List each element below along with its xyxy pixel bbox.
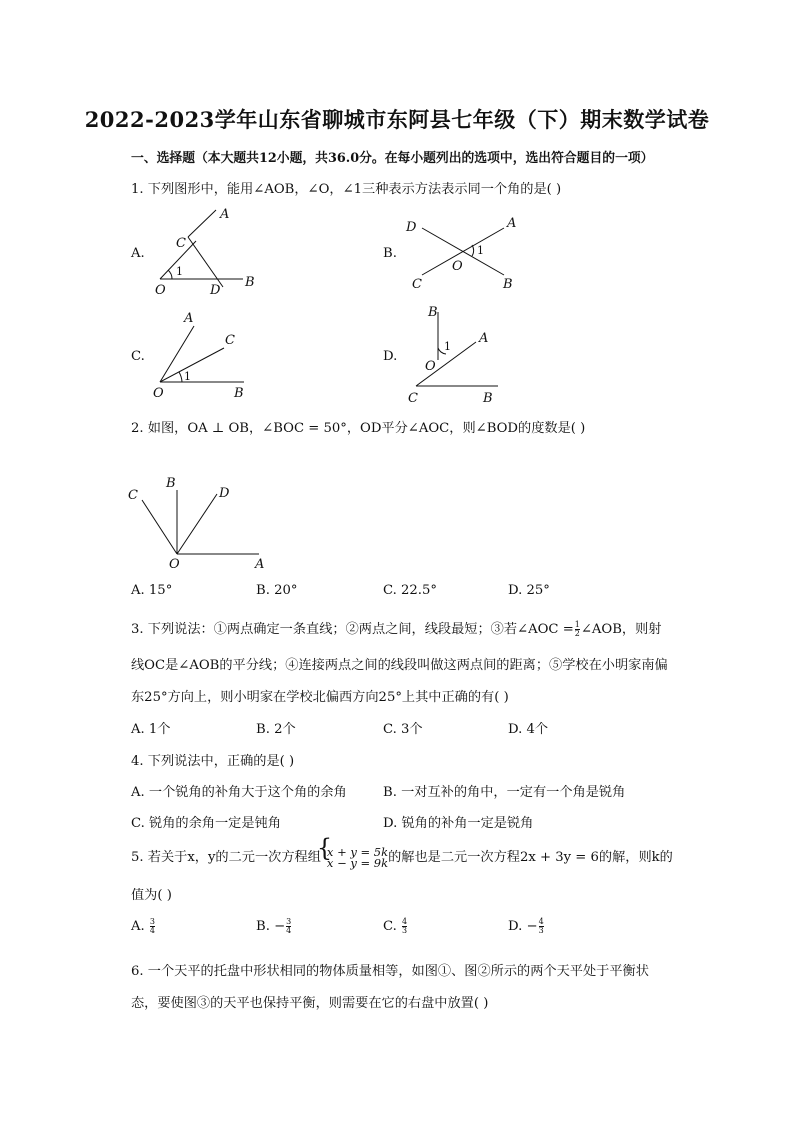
q1c-label-1: 1 bbox=[184, 370, 191, 383]
section-heading: 一、选择题（本大题共12小题，共36.0分。在每小题列出的选项中，选出符合题目的一项） bbox=[131, 151, 654, 166]
q5a-fraction bbox=[150, 918, 155, 935]
q1a-label-d: D bbox=[210, 283, 221, 298]
q3-fraction bbox=[575, 621, 580, 638]
q5c-label: C. bbox=[383, 919, 397, 934]
q3-fraction-den: 2 bbox=[574, 629, 580, 638]
q5b-num: 3 bbox=[286, 917, 292, 926]
q1-figure-b bbox=[400, 210, 525, 295]
q6-line2: 态，要使图③的天平也保持平衡，则需要在它的右盘中放置( ) bbox=[131, 996, 489, 1011]
q1-figure-d bbox=[400, 300, 510, 410]
q1b-label-c: C bbox=[412, 277, 422, 292]
q2-option-b: B. 20° bbox=[256, 583, 298, 598]
q3-option-b: B. 2个 bbox=[256, 722, 296, 737]
q3-fraction-num: 1 bbox=[574, 620, 580, 629]
q5b-label: B. bbox=[256, 919, 270, 934]
q5b-sign: − bbox=[274, 919, 286, 934]
q1c-label-b: B bbox=[234, 386, 244, 401]
q1d-label-b: B bbox=[428, 305, 438, 320]
q2-label-d: D bbox=[219, 486, 230, 501]
q1a-label-b: B bbox=[245, 275, 255, 290]
q5d-num: 4 bbox=[538, 917, 544, 926]
q2-label-c: C bbox=[128, 488, 138, 503]
q3-line3: 东25°方向上，则小明家在学校北偏西方向25°上其中正确的有( ) bbox=[131, 690, 509, 705]
q5d-label: D. bbox=[508, 919, 523, 934]
q5-eq2: x − y = 9k bbox=[326, 855, 389, 870]
q5-pre: 5. 若关于x，y的二元一次方程组 bbox=[131, 850, 321, 865]
q5-line1 bbox=[131, 846, 673, 869]
q1a-label-c: C bbox=[176, 236, 186, 251]
q1a-label-o: O bbox=[155, 283, 166, 298]
q3-option-a: A. 1个 bbox=[131, 722, 171, 737]
q5a-den: 4 bbox=[149, 926, 156, 935]
q1b-label-d: D bbox=[406, 220, 417, 235]
q5-eq1: { x + y = 5k bbox=[326, 844, 389, 859]
q1-figure-c bbox=[148, 308, 258, 403]
q5d-sign: − bbox=[526, 919, 538, 934]
q3-line1-start: 3. 下列说法：①两点确定一条直线；②两点之间，线段最短；③若∠AOC = bbox=[131, 622, 574, 637]
q1d-label-b2: B bbox=[483, 391, 493, 406]
q6-line1: 6. 一个天平的托盘中形状相同的物体质量相等，如图①、图②所示的两个天平处于平衡状 bbox=[131, 964, 649, 979]
q5-equation-system bbox=[321, 844, 389, 870]
q4-stem: 4. 下列说法中，正确的是( ) bbox=[131, 754, 295, 769]
q3-line2: 线OC是∠AOB的平分线；④连接两点之间的线段叫做这两点间的距离；⑤学校在小明家南偏 bbox=[131, 658, 668, 673]
q5-line2: 值为( ) bbox=[131, 888, 172, 903]
q5-option-c bbox=[383, 918, 408, 935]
q1-option-d: D. bbox=[383, 349, 398, 364]
q3-option-d: D. 4个 bbox=[508, 722, 549, 737]
q3-line1 bbox=[131, 618, 661, 638]
q1b-label-1: 1 bbox=[477, 244, 484, 257]
q5c-fraction bbox=[402, 918, 407, 935]
q3-option-c: C. 3个 bbox=[383, 722, 423, 737]
exam-title: 2022-2023学年山东省聊城市东阿县七年级（下）期末数学试卷 bbox=[84, 107, 710, 132]
q1c-label-c: C bbox=[225, 333, 235, 348]
q1d-label-c: C bbox=[408, 391, 418, 406]
q2-option-a: A. 15° bbox=[131, 583, 173, 598]
q4-option-d: D. 锐角的补角一定是锐角 bbox=[383, 816, 534, 831]
q1c-label-a: A bbox=[184, 311, 194, 326]
q4-option-c: C. 锐角的余角一定是钝角 bbox=[131, 816, 281, 831]
q1b-label-o: O bbox=[452, 259, 463, 274]
q5d-fraction bbox=[539, 918, 544, 935]
q5a-label: A. bbox=[131, 919, 145, 934]
q5b-fraction bbox=[286, 918, 291, 935]
q1d-label-o: O bbox=[425, 359, 436, 374]
q1a-label-a: A bbox=[220, 207, 230, 222]
q4-option-a: A. 一个锐角的补角大于这个角的余角 bbox=[131, 785, 347, 800]
q1-stem: 1. 下列图形中，能用∠AOB，∠O，∠1三种表示方法表示同一个角的是( ) bbox=[131, 182, 562, 197]
q5c-den: 3 bbox=[402, 926, 408, 935]
q2-option-d: D. 25° bbox=[508, 583, 550, 598]
q2-label-o: O bbox=[169, 557, 180, 572]
q2-stem: 2. 如图，OA ⊥ OB，∠BOC = 50°，OD平分∠AOC，则∠BOD的度数是( ) bbox=[131, 421, 586, 436]
q1-option-c: C. bbox=[131, 349, 145, 364]
q1-figure-a bbox=[148, 205, 268, 300]
q1a-label-1: 1 bbox=[176, 265, 183, 278]
q5d-den: 3 bbox=[538, 926, 544, 935]
q5b-den: 4 bbox=[286, 926, 292, 935]
q1-option-a: A. bbox=[131, 246, 145, 261]
q1b-label-b: B bbox=[503, 277, 513, 292]
q2-label-a: A bbox=[255, 557, 265, 572]
q1d-label-a: A bbox=[479, 331, 489, 346]
q5-option-d bbox=[508, 918, 545, 935]
q1b-label-a: A bbox=[507, 216, 517, 231]
q3-line1-end: ∠AOB，则射 bbox=[580, 622, 662, 637]
q5-option-a bbox=[131, 918, 156, 935]
q1d-label-1: 1 bbox=[444, 340, 451, 353]
q5-option-b bbox=[256, 918, 292, 935]
q2-label-b: B bbox=[166, 476, 176, 491]
q2-option-c: C. 22.5° bbox=[383, 583, 437, 598]
q5-post: 的解也是二元一次方程2x + 3y = 6的解，则k的 bbox=[388, 850, 673, 865]
q2-figure bbox=[125, 472, 270, 572]
q5c-num: 4 bbox=[402, 917, 408, 926]
q4-option-b: B. 一对互补的角中，一定有一个角是锐角 bbox=[383, 785, 626, 800]
q5a-num: 3 bbox=[149, 917, 156, 926]
q1-option-b: B. bbox=[383, 246, 397, 261]
q1c-label-o: O bbox=[153, 386, 164, 401]
